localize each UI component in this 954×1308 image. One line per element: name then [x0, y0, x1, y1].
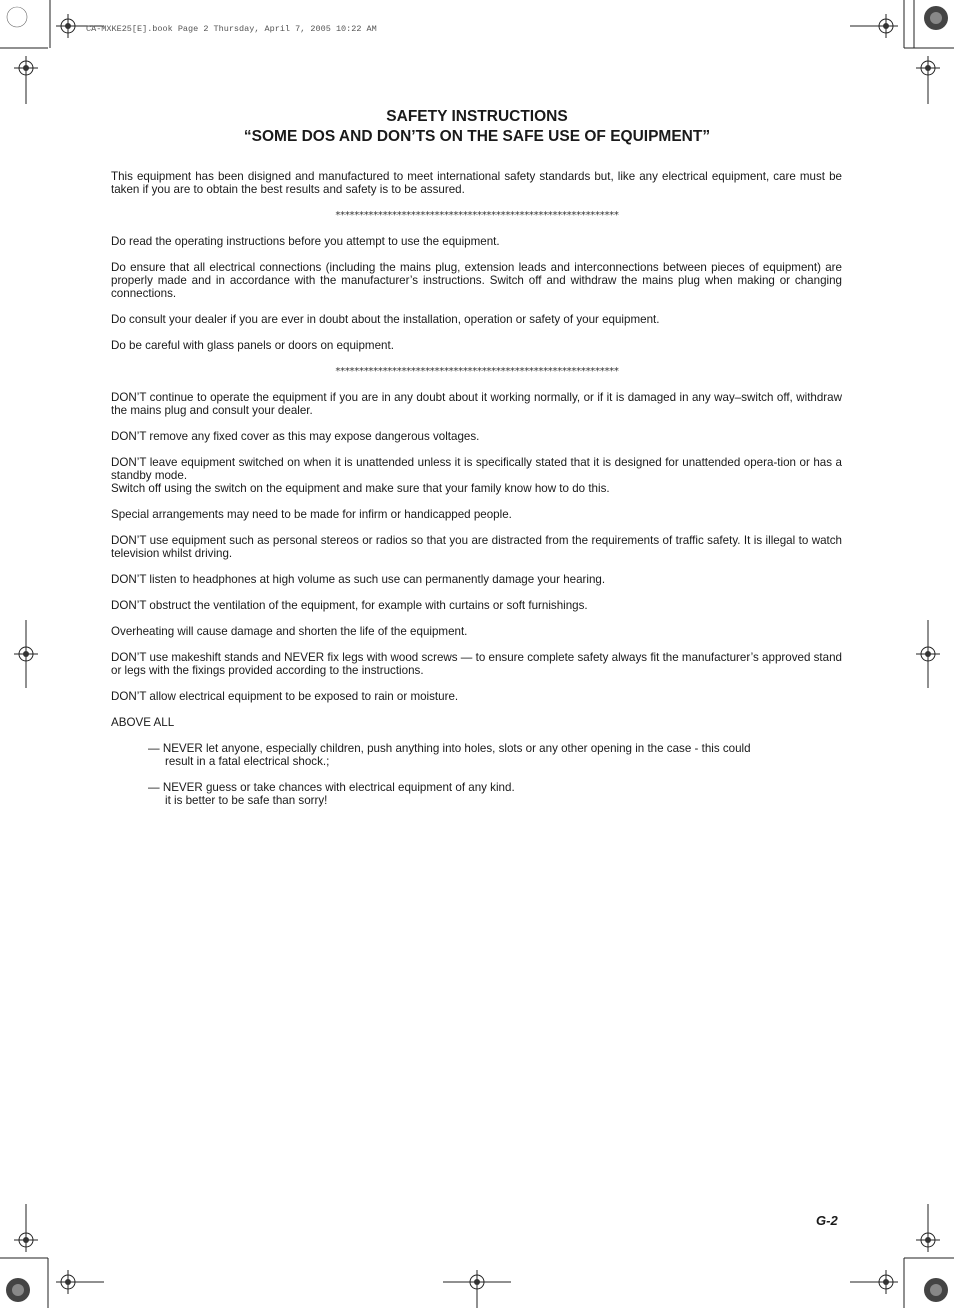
never-item-line: — NEVER guess or take chances with electrical equipment of any kind. [148, 781, 515, 794]
dont-item: Special arrangements may need to be made for infirm or handicapped people. [111, 508, 512, 521]
file-info-line: CA-MXKE25[E].book Page 2 Thursday, April 7, 2005 10:22 AM [86, 24, 377, 34]
above-all-heading: ABOVE ALL [111, 716, 175, 729]
intro-paragraph: This equipment has been disigned and manufactured to meet international safety standards but, like any electrical equipment, care must be taken if you are to obtain the best results and safety is to be assured. [111, 170, 842, 196]
never-item-line: result in a fatal electrical shock.; [165, 755, 330, 768]
dont-item: DON’T use equipment such as personal stereos or radios so that you are distracted from the requirements of traffic safety. It is illegal to watch television whilst driving. [111, 534, 842, 560]
never-item [148, 781, 842, 807]
page-title: SAFETY INSTRUCTIONS [386, 108, 568, 125]
dont-item: DON’T allow electrical equipment to be exposed to rain or moisture. [111, 690, 459, 703]
dont-item: DON’T listen to headphones at high volume as such use can permanently damage your hearing. [111, 573, 606, 586]
page-subtitle: “SOME DOS AND DON’TS ON THE SAFE USE OF EQUIPMENT” [243, 128, 711, 145]
dont-item: DON’T leave equipment switched on when it is unattended unless it is specifically stated that it is designed for unattended opera-tion or has a standby mode. [111, 456, 842, 482]
dont-item: DON’T obstruct the ventilation of the equipment, for example with curtains or soft furnishings. [111, 599, 588, 612]
dont-item: DON’T remove any fixed cover as this may expose dangerous voltages. [111, 430, 480, 443]
do-item: Do read the operating instructions before you attempt to use the equipment. [111, 235, 500, 248]
never-item [148, 742, 842, 768]
never-item-line: it is better to be safe than sorry! [165, 794, 328, 807]
dont-item: Overheating will cause damage and shorten the life of the equipment. [111, 625, 468, 638]
separator: ************************************************************ [334, 210, 619, 221]
do-item: Do consult your dealer if you are ever in doubt about the installation, operation or safety of your equipment. [111, 313, 660, 326]
dont-item: DON’T continue to operate the equipment if you are in any doubt about it working normally, or if it is damaged in any way–switch off, withdraw the mains plug and consult your dealer. [111, 391, 842, 417]
do-item: Do ensure that all electrical connections (including the mains plug, extension leads and interconnections between pieces of equipment) are properly made and in accordance with the manufacturer’s instructions. Switch off and withdraw the mains plug when making or changing connections. [111, 261, 842, 300]
separator: ************************************************************ [334, 366, 619, 377]
dont-item: DON’T use makeshift stands and NEVER fix legs with wood screws — to ensure complete safety always fit the manufacturer’s approved stand or legs with the fixings provided according to the instructions. [111, 651, 842, 677]
page-number: G-2 [816, 1213, 838, 1228]
do-item: Do be careful with glass panels or doors on equipment. [111, 339, 394, 352]
never-item-line: — NEVER let anyone, especially children, push anything into holes, slots or any other opening in the case - this could [148, 742, 751, 755]
document-body [111, 170, 842, 820]
dont-item: Switch off using the switch on the equipment and make sure that your family know how to do this. [111, 482, 610, 495]
